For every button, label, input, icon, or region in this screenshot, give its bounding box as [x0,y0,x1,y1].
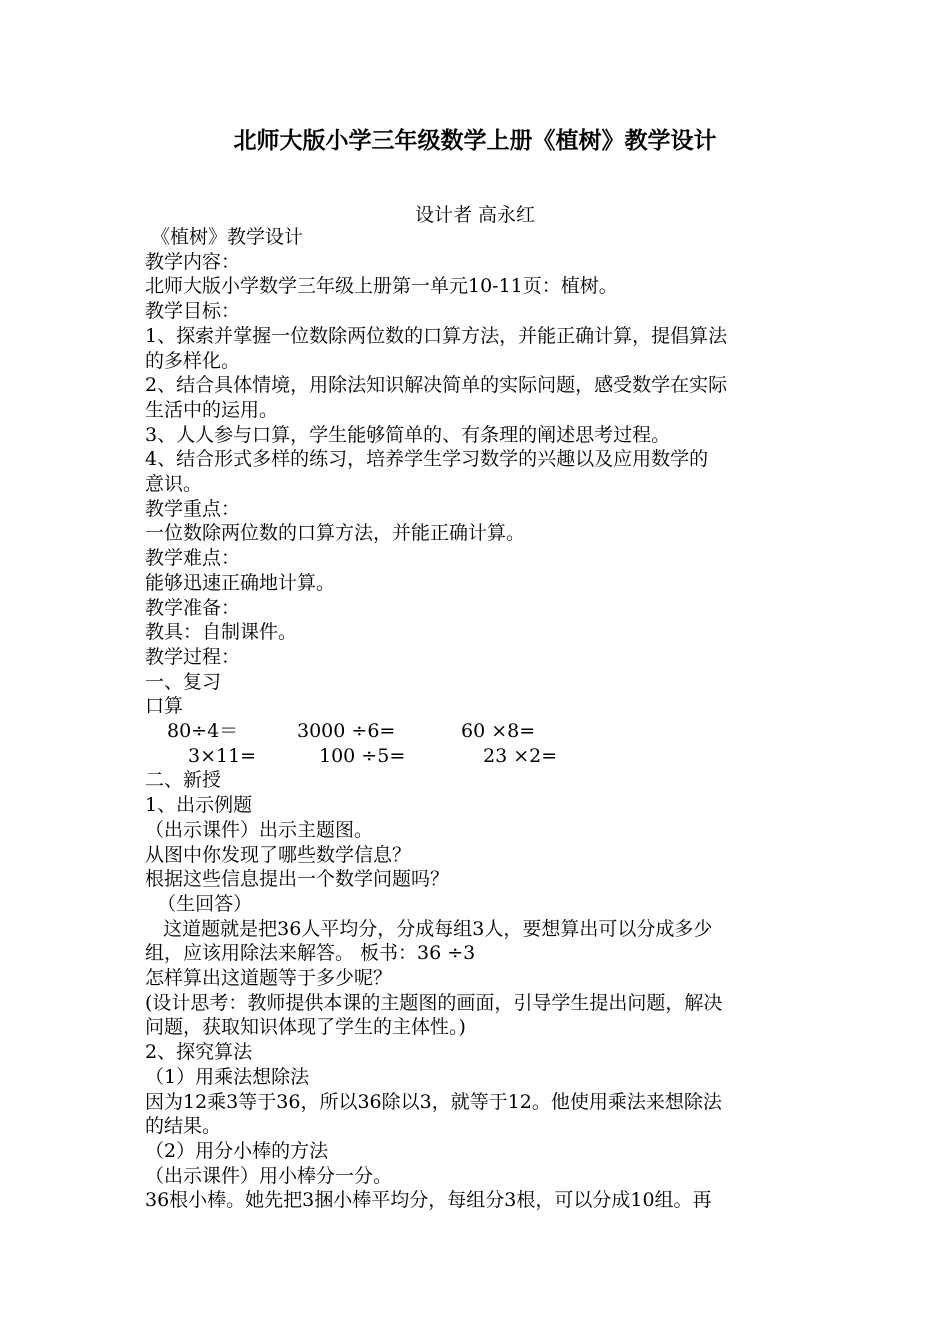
paragraph: （1）用乘法想除法 [145,1065,310,1088]
paragraph: 根据这些信息提出一个数学问题吗？ [145,868,450,891]
math-problem: 60 ×8= [461,720,536,743]
document-title: 北师大版小学三年级数学上册《植树》教学设计 [233,127,717,154]
mental-math-row-2 [145,744,815,769]
paragraph: 北师大版小学数学三年级上册第一单元10-11页：植树。 [145,275,618,298]
author-line: 设计者 高永红 [414,204,536,226]
paragraph: （出示课件）用小棒分一分。 [145,1164,393,1187]
paragraph: 教学目标： [145,300,241,323]
paragraph: 问题，获取知识体现了学生的主体性。) [145,1016,466,1039]
paragraph: 4、结合形式多样的练习，培养学生学习数学的兴趣以及应用数学的 [145,448,709,471]
math-problem: 3000 ÷6= [297,720,396,743]
paragraph: 口算 [145,695,184,718]
document-body [145,225,815,1213]
paragraph: 2、探究算法 [145,1041,253,1064]
paragraph: （生回答） [145,892,253,915]
math-problem: 80÷4＝ [167,720,239,743]
paragraph: （2）用分小棒的方法 [145,1139,329,1162]
paragraph: 教学重点： [145,497,241,520]
math-problem: 3×11= [188,744,257,767]
paragraph: 教学准备： [145,596,241,619]
paragraph: 教学内容： [145,250,241,273]
paragraph: 因为12乘3等于36，所以36除以3，就等于12。他使用乘法来想除法 [145,1090,722,1113]
paragraph: 二、新授 [145,769,222,792]
paragraph: 从图中你发现了哪些数学信息？ [145,843,412,866]
paragraph: 《植树》教学设计 [145,226,304,248]
paragraph: 一、复习 [145,670,222,693]
math-problem: 100 ÷5= [319,744,406,767]
paragraph: 3、人人参与口算，学生能够简单的、有条理的阐述思考过程。 [145,423,671,446]
paragraph: 这道题就是把36人平均分，分成每组3人，要想算出可以分成多少 [145,917,713,940]
paragraph: 36根小棒。她先把3捆小棒平均分，每组分3根，可以分成10组。再 [145,1189,712,1212]
paragraph: 的多样化。 [145,349,241,372]
paragraph: （出示课件）出示主题图。 [145,818,374,841]
paragraph: 一位数除两位数的口算方法，并能正确计算。 [145,522,526,545]
paragraph: 能够迅速正确地计算。 [145,571,336,594]
mental-math-row-1 [145,719,815,744]
paragraph: 生活中的运用。 [145,398,279,421]
paragraph: 2、结合具体情境，用除法知识解决简单的实际问题，感受数学在实际 [145,374,728,397]
paragraph: 组，应该用除法来解答。 板书：36 ÷3 [145,942,476,965]
paragraph: 1、探索并掌握一位数除两位数的口算方法，并能正确计算，提倡算法 [145,324,728,347]
math-problem: 23 ×2= [483,744,558,767]
paragraph: (设计思考：教师提供本课的主题图的画面，引导学生提出问题，解决 [145,991,723,1014]
paragraph: 怎样算出这道题等于多少呢？ [145,967,393,990]
paragraph: 意识。 [145,473,203,496]
paragraph: 教学过程： [145,645,241,668]
paragraph: 教学难点： [145,547,241,570]
paragraph: 教具：自制课件。 [145,621,298,644]
paragraph: 1、出示例题 [145,794,253,817]
paragraph: 的结果。 [145,1115,222,1138]
